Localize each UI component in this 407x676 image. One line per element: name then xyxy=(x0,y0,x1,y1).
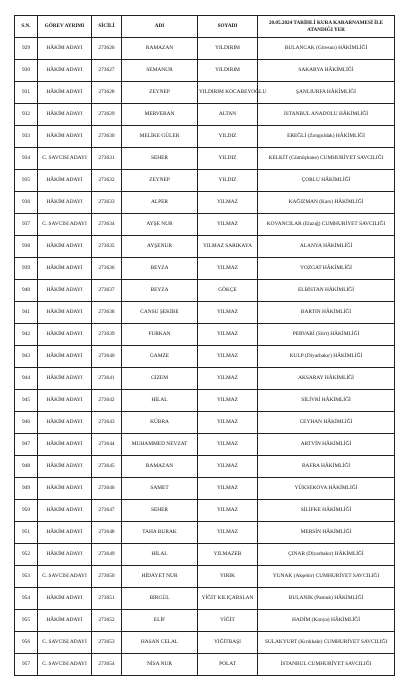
table-row xyxy=(15,82,395,104)
cell-sicili: 273643 xyxy=(92,412,122,434)
cell-sn: 956 xyxy=(15,632,38,654)
cell-gorev-ayrimi: HÂKİM ADAYI xyxy=(38,82,92,104)
cell-sn: 949 xyxy=(15,478,38,500)
cell-sicili: 273646 xyxy=(92,478,122,500)
cell-gorev-ayrimi: HÂKİM ADAYI xyxy=(38,192,92,214)
cell-sicili: 273627 xyxy=(92,60,122,82)
cell-adi: HİLAL xyxy=(122,390,198,412)
table-row xyxy=(15,412,395,434)
cell-gorev-ayrimi: HÂKİM ADAYI xyxy=(38,126,92,148)
cell-adi: AYŞE NUR xyxy=(122,214,198,236)
cell-sn: 946 xyxy=(15,412,38,434)
cell-gorev-ayrimi: HÂKİM ADAYI xyxy=(38,478,92,500)
table-row xyxy=(15,456,395,478)
cell-soyadi: YILDIZ xyxy=(198,126,258,148)
cell-sicili: 273650 xyxy=(92,566,122,588)
header-sicili: SİCİLİ xyxy=(92,16,122,38)
cell-adi: CANSU ŞEKİBE xyxy=(122,302,198,324)
cell-sn: 947 xyxy=(15,434,38,456)
table-row xyxy=(15,588,395,610)
cell-gorev-ayrimi: C. SAVCISI ADAYI xyxy=(38,566,92,588)
assignment-table xyxy=(14,15,395,676)
header-atandigi-yer: 20.05.2024 TARİHLİ KURA KARARNAMESİ İLE ATANDIĞI YER xyxy=(258,16,395,38)
cell-atandigi-yer: ŞANLIURFA HÂKİMLİĞİ xyxy=(258,82,395,104)
cell-adi: SAMET xyxy=(122,478,198,500)
table-row xyxy=(15,346,395,368)
cell-sicili: 273634 xyxy=(92,214,122,236)
cell-soyadi: YILMAZ xyxy=(198,456,258,478)
table-row xyxy=(15,170,395,192)
table-row xyxy=(15,60,395,82)
cell-gorev-ayrimi: HÂKİM ADAYI xyxy=(38,346,92,368)
cell-gorev-ayrimi: HÂKİM ADAYI xyxy=(38,610,92,632)
table-row xyxy=(15,478,395,500)
cell-atandigi-yer: SİLİFKE HÂKİMLİĞİ xyxy=(258,500,395,522)
header-gorev-ayrimi: GÖREV AYRIMI xyxy=(38,16,92,38)
cell-sn: 940 xyxy=(15,280,38,302)
table-row xyxy=(15,214,395,236)
cell-gorev-ayrimi: HÂKİM ADAYI xyxy=(38,412,92,434)
cell-atandigi-yer: ÇINAR (Diyarbakır) HÂKİMLİĞİ xyxy=(258,544,395,566)
cell-soyadi: YILMAZ xyxy=(198,522,258,544)
cell-sn: 945 xyxy=(15,390,38,412)
cell-sicili: 273626 xyxy=(92,38,122,60)
cell-atandigi-yer: BARTIN HÂKİMLİĞİ xyxy=(258,302,395,324)
table-row xyxy=(15,148,395,170)
cell-adi: SEMANUR xyxy=(122,60,198,82)
table-row xyxy=(15,236,395,258)
cell-atandigi-yer: YOZGAT HÂKİMLİĞİ xyxy=(258,258,395,280)
table-row xyxy=(15,434,395,456)
cell-soyadi: YILDIRIM KOCABEYOĞLU xyxy=(198,82,258,104)
cell-adi: MUHAMMED NEVZAT xyxy=(122,434,198,456)
table-row xyxy=(15,500,395,522)
cell-adi: FURKAN xyxy=(122,324,198,346)
cell-gorev-ayrimi: HÂKİM ADAYI xyxy=(38,104,92,126)
cell-soyadi: ALTAN xyxy=(198,104,258,126)
cell-gorev-ayrimi: HÂKİM ADAYI xyxy=(38,170,92,192)
cell-atandigi-yer: SULAKYURT (Kırıkkale) CUMHURİYET SAVCILIĞI xyxy=(258,632,395,654)
cell-sicili: 273647 xyxy=(92,500,122,522)
cell-sn: 951 xyxy=(15,522,38,544)
cell-atandigi-yer: CEYHAN HÂKİMLİĞİ xyxy=(258,412,395,434)
table-row xyxy=(15,258,395,280)
cell-sn: 933 xyxy=(15,126,38,148)
cell-gorev-ayrimi: HÂKİM ADAYI xyxy=(38,544,92,566)
cell-soyadi: YIRIK xyxy=(198,566,258,588)
cell-sicili: 273631 xyxy=(92,148,122,170)
cell-gorev-ayrimi: HÂKİM ADAYI xyxy=(38,280,92,302)
cell-sicili: 273638 xyxy=(92,302,122,324)
cell-sn: 954 xyxy=(15,588,38,610)
table-row xyxy=(15,544,395,566)
cell-soyadi: YILDIRIM xyxy=(198,38,258,60)
cell-atandigi-yer: KAĞIZMAN (Kars) HÂKİMLİĞİ xyxy=(258,192,395,214)
cell-soyadi: YILMAZ xyxy=(198,324,258,346)
cell-gorev-ayrimi: HÂKİM ADAYI xyxy=(38,390,92,412)
cell-gorev-ayrimi: HÂKİM ADAYI xyxy=(38,324,92,346)
cell-soyadi: YILMAZ xyxy=(198,192,258,214)
cell-soyadi: YILMAZ xyxy=(198,412,258,434)
cell-soyadi: YILDIZ xyxy=(198,148,258,170)
cell-atandigi-yer: YÜKSEKOVA HÂKİMLİĞİ xyxy=(258,478,395,500)
cell-sn: 943 xyxy=(15,346,38,368)
cell-sn: 944 xyxy=(15,368,38,390)
cell-adi: HİLAL xyxy=(122,544,198,566)
table-row xyxy=(15,104,395,126)
cell-sicili: 273652 xyxy=(92,610,122,632)
cell-sn: 957 xyxy=(15,654,38,676)
cell-atandigi-yer: SAKARYA HÂKİMLİĞİ xyxy=(258,60,395,82)
cell-soyadi: YİĞİT KILIÇARSLAN xyxy=(198,588,258,610)
cell-sn: 942 xyxy=(15,324,38,346)
cell-sicili: 273635 xyxy=(92,236,122,258)
cell-atandigi-yer: ALANYA HÂKİMLİĞİ xyxy=(258,236,395,258)
cell-sicili: 273642 xyxy=(92,390,122,412)
cell-soyadi: YILMAZ xyxy=(198,368,258,390)
cell-sn: 948 xyxy=(15,456,38,478)
cell-soyadi: POLAT xyxy=(198,654,258,676)
cell-gorev-ayrimi: C. SAVCISI ADAYI xyxy=(38,148,92,170)
cell-soyadi: YILMAZER xyxy=(198,544,258,566)
cell-adi: BİRGÜL xyxy=(122,588,198,610)
cell-adi: SEHER xyxy=(122,500,198,522)
cell-atandigi-yer: ARTVİN HÂKİMLİĞİ xyxy=(258,434,395,456)
cell-sicili: 273645 xyxy=(92,456,122,478)
cell-sn: 937 xyxy=(15,214,38,236)
cell-atandigi-yer: AKSARAY HÂKİMLİĞİ xyxy=(258,368,395,390)
cell-gorev-ayrimi: HÂKİM ADAYI xyxy=(38,258,92,280)
table-row xyxy=(15,566,395,588)
table-row xyxy=(15,126,395,148)
header-soyadi: SOYADI xyxy=(198,16,258,38)
cell-sicili: 273637 xyxy=(92,280,122,302)
cell-soyadi: YİĞİT xyxy=(198,610,258,632)
cell-gorev-ayrimi: HÂKİM ADAYI xyxy=(38,236,92,258)
cell-atandigi-yer: SİLİVRİ HÂKİMLİĞİ xyxy=(258,390,395,412)
cell-gorev-ayrimi: C. SAVCISI ADAYI xyxy=(38,654,92,676)
table-row xyxy=(15,302,395,324)
cell-adi: MERVEBAN xyxy=(122,104,198,126)
cell-gorev-ayrimi: HÂKİM ADAYI xyxy=(38,522,92,544)
cell-atandigi-yer: KELKİT (Gümüşhane) CUMHURİYET SAVCILIĞI xyxy=(258,148,395,170)
cell-atandigi-yer: ELBİSTAN HÂKİMLİĞİ xyxy=(258,280,395,302)
cell-adi: ZEYNEP xyxy=(122,170,198,192)
cell-sn: 929 xyxy=(15,38,38,60)
cell-soyadi: YILMAZ xyxy=(198,478,258,500)
cell-soyadi: YILMAZ xyxy=(198,434,258,456)
cell-adi: RAMAZAN xyxy=(122,38,198,60)
table-row xyxy=(15,522,395,544)
cell-sn: 950 xyxy=(15,500,38,522)
cell-atandigi-yer: İSTANBUL CUMHURİYET SAVCILIĞI xyxy=(258,654,395,676)
cell-sicili: 273654 xyxy=(92,654,122,676)
cell-sn: 936 xyxy=(15,192,38,214)
cell-soyadi: YILMAZ SARIKAYA xyxy=(198,236,258,258)
cell-gorev-ayrimi: C. SAVCISI ADAYI xyxy=(38,632,92,654)
table-row xyxy=(15,192,395,214)
cell-sicili: 273639 xyxy=(92,324,122,346)
cell-soyadi: YILMAZ xyxy=(198,390,258,412)
cell-sicili: 273651 xyxy=(92,588,122,610)
cell-soyadi: YILMAZ xyxy=(198,302,258,324)
cell-adi: AYŞENUR xyxy=(122,236,198,258)
cell-adi: KÜBRA xyxy=(122,412,198,434)
cell-sicili: 273630 xyxy=(92,126,122,148)
cell-adi: BEYZA xyxy=(122,280,198,302)
cell-sicili: 273629 xyxy=(92,104,122,126)
cell-soyadi: YILMAZ xyxy=(198,500,258,522)
cell-gorev-ayrimi: HÂKİM ADAYI xyxy=(38,368,92,390)
cell-atandigi-yer: BULANCAK (Giresun) HÂKİMLİĞİ xyxy=(258,38,395,60)
cell-gorev-ayrimi: HÂKİM ADAYI xyxy=(38,500,92,522)
cell-atandigi-yer: KOVANCILAR (Elazığ) CUMHURİYET SAVCILIĞI xyxy=(258,214,395,236)
cell-atandigi-yer: EREĞLİ (Zonguldak) HÂKİMLİĞİ xyxy=(258,126,395,148)
cell-soyadi: GÖKÇE xyxy=(198,280,258,302)
cell-sn: 939 xyxy=(15,258,38,280)
cell-atandigi-yer: BULANIK (Pamuk) HÂKİMLİĞİ xyxy=(258,588,395,610)
table-row xyxy=(15,632,395,654)
cell-atandigi-yer: YUNAK (Akşehir) CUMHURİYET SAVCILIĞI xyxy=(258,566,395,588)
cell-sicili: 273648 xyxy=(92,522,122,544)
cell-sn: 932 xyxy=(15,104,38,126)
cell-adi: NİSA NUR xyxy=(122,654,198,676)
cell-soyadi: YILDIZ xyxy=(198,170,258,192)
cell-atandigi-yer: MERSİN HÂKİMLİĞİ xyxy=(258,522,395,544)
cell-atandigi-yer: İSTANBUL ANADOLU HÂKİMLİĞİ xyxy=(258,104,395,126)
cell-sicili: 273640 xyxy=(92,346,122,368)
cell-sicili: 273653 xyxy=(92,632,122,654)
cell-adi: HASAN CELAL xyxy=(122,632,198,654)
cell-adi: GAMZE xyxy=(122,346,198,368)
cell-soyadi: YILDIRIM xyxy=(198,60,258,82)
cell-adi: ELİF xyxy=(122,610,198,632)
cell-adi: BEYZA xyxy=(122,258,198,280)
header-adi: ADI xyxy=(122,16,198,38)
cell-sicili: 273632 xyxy=(92,170,122,192)
table-row xyxy=(15,654,395,676)
cell-gorev-ayrimi: HÂKİM ADAYI xyxy=(38,38,92,60)
table-header-row xyxy=(15,16,395,38)
table-row xyxy=(15,324,395,346)
cell-sicili: 273641 xyxy=(92,368,122,390)
cell-adi: TAHA BURAK xyxy=(122,522,198,544)
table-row xyxy=(15,38,395,60)
cell-gorev-ayrimi: HÂKİM ADAYI xyxy=(38,588,92,610)
cell-sn: 953 xyxy=(15,566,38,588)
cell-atandigi-yer: BAFRA HÂKİMLİĞİ xyxy=(258,456,395,478)
cell-soyadi: YILMAZ xyxy=(198,346,258,368)
cell-sn: 941 xyxy=(15,302,38,324)
cell-sicili: 273636 xyxy=(92,258,122,280)
table-row xyxy=(15,610,395,632)
cell-adi: SEHER xyxy=(122,148,198,170)
cell-adi: GİZEM xyxy=(122,368,198,390)
cell-sn: 952 xyxy=(15,544,38,566)
cell-adi: ALPER xyxy=(122,192,198,214)
cell-soyadi: YILMAZ xyxy=(198,258,258,280)
cell-soyadi: YİĞİTBAŞI xyxy=(198,632,258,654)
cell-sicili: 273649 xyxy=(92,544,122,566)
cell-gorev-ayrimi: HÂKİM ADAYI xyxy=(38,456,92,478)
cell-sn: 955 xyxy=(15,610,38,632)
cell-gorev-ayrimi: HÂKİM ADAYI xyxy=(38,60,92,82)
cell-sn: 931 xyxy=(15,82,38,104)
header-sn: S.N. xyxy=(15,16,38,38)
cell-atandigi-yer: KULP (Diyarbakır) HÂKİMLİĞİ xyxy=(258,346,395,368)
table-body xyxy=(15,38,395,676)
table-row xyxy=(15,368,395,390)
cell-sicili: 273633 xyxy=(92,192,122,214)
cell-adi: MELİKE GÜLER xyxy=(122,126,198,148)
cell-adi: ZEYNEP xyxy=(122,82,198,104)
cell-atandigi-yer: PERVARİ (Siirt) HÂKİMLİĞİ xyxy=(258,324,395,346)
table-row xyxy=(15,390,395,412)
cell-adi: HİDAYET NUR xyxy=(122,566,198,588)
cell-gorev-ayrimi: HÂKİM ADAYI xyxy=(38,302,92,324)
cell-sicili: 273628 xyxy=(92,82,122,104)
table-row xyxy=(15,280,395,302)
cell-sicili: 273644 xyxy=(92,434,122,456)
cell-atandigi-yer: ÇORLU HÂKİMLİĞİ xyxy=(258,170,395,192)
cell-atandigi-yer: HADİM (Konya) HÂKİMLİĞİ xyxy=(258,610,395,632)
cell-sn: 934 xyxy=(15,148,38,170)
cell-sn: 930 xyxy=(15,60,38,82)
cell-sn: 935 xyxy=(15,170,38,192)
cell-gorev-ayrimi: C. SAVCISI ADAYI xyxy=(38,214,92,236)
cell-soyadi: YILMAZ xyxy=(198,214,258,236)
cell-adi: RAMAZAN xyxy=(122,456,198,478)
cell-sn: 938 xyxy=(15,236,38,258)
cell-gorev-ayrimi: HÂKİM ADAYI xyxy=(38,434,92,456)
